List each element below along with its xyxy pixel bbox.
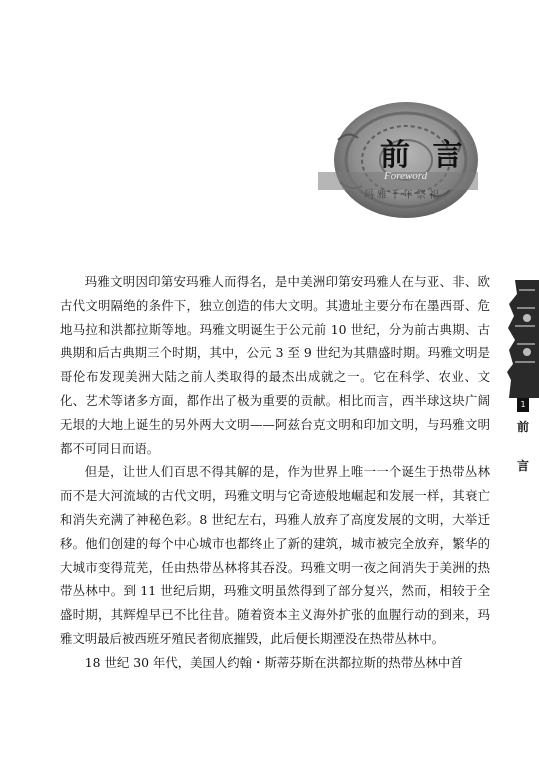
body-text — [60, 270, 490, 675]
mayan-statue-image — [505, 280, 539, 398]
page-tab-marker: 1 — [517, 398, 529, 412]
chapter-subtitle: 玛雅千年祭祀 — [364, 190, 442, 201]
chapter-title-english: Foreword — [384, 170, 428, 182]
side-label-char: 前 — [516, 420, 529, 434]
side-label-char: 言 — [516, 459, 529, 473]
chapter-title: 前 言 — [380, 138, 469, 173]
paragraph-3: 18 世纪 30 年代，美国人约翰・斯蒂芬斯在洪都拉斯的热带丛林中首 — [84, 654, 463, 670]
paragraph-2: 但是，让世人们百思不得其解的是，作为世界上唯一一个诞生于热带丛林而不是大河流域的古代文明，玛雅文明与它奇迹般地崛起和发展一样，其衰亡和消失充满了神秘色彩。8 世纪左右，玛雅人放弃了高度发展的文明，大举迁移。他们创建的每个中心城市也都终止了新的建筑，城市被完全放弃，繁华的大城市变得荒芜，任由热带丛林将其吞没。玛雅文明一夜之间消失于美洲的热带丛林中。到 11 世纪后期，玛雅文明虽然得到了部分复兴，然而，相较于全盛时期，其辉煌早已不比往昔。随着资本主义海外扩张的血腥行动的到来，玛雅文明最后被西班牙殖民者彻底摧毁，此后便长期湮没在热带丛林中。 — [60, 464, 490, 646]
paragraph-1: 玛雅文明因印第安玛雅人而得名，是中美洲印第安玛雅人在与亚、非、欧古代文明隔绝的条件下，独立创造的伟大文明。其遗址主要分布在墨西哥、危地马拉和洪都拉斯等地。玛雅文明诞生于公元前 10 世纪，分为前古典期、古典期和后古典期三个时期，其中，公元 3 至 9 世纪为其鼎盛时期。玛雅文明是哥伦布发现美洲大陆之前人类取得的最杰出成就之一。它在科学、农业、文化、艺术等诸多方面，都作出了极为重要的贡献。相比而言，西半球这块广阔无垠的大地上诞生的另外两大文明——阿兹台克文明和印加文明，与玛雅文明都不可同日而语。 — [60, 274, 490, 456]
